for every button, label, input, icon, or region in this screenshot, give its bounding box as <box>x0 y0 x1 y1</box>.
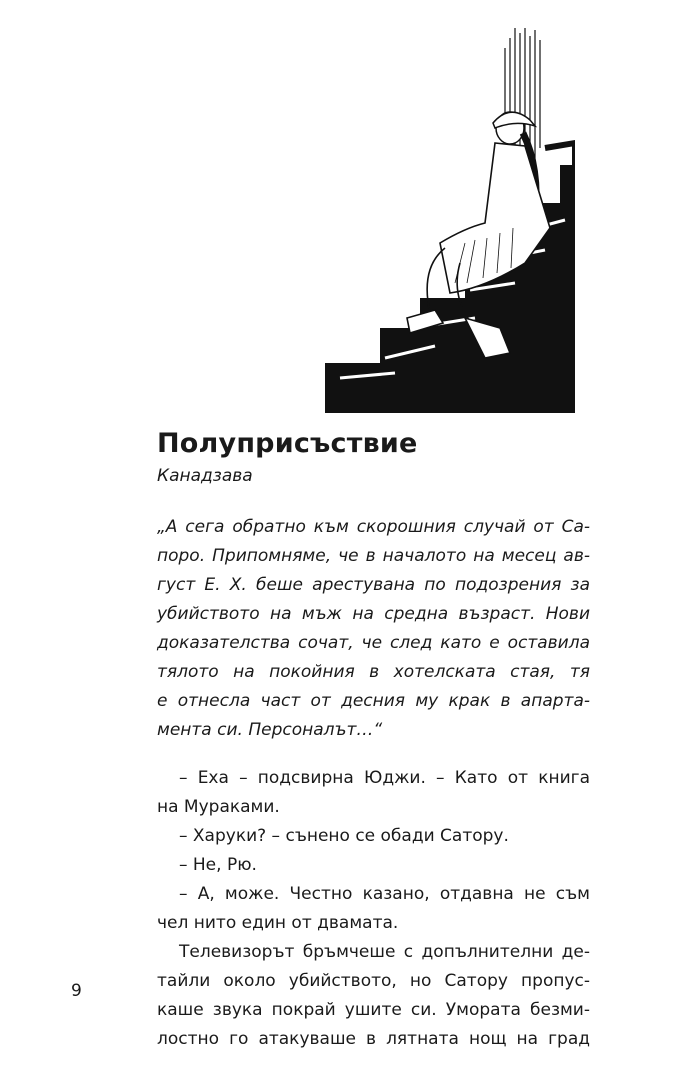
page-number: 9 <box>71 981 82 1001</box>
text-line: густ Е. Х. беше арестувана по подозрения за <box>157 575 590 595</box>
chapter-title: Полуприсъствие <box>157 428 418 459</box>
text-line: е отнесла част от десния му крак в апарта- <box>157 691 590 711</box>
text-line: на Мураками. <box>157 797 280 817</box>
text-line: – Еха – подсвирна Юджи. – Като от книга <box>179 768 590 788</box>
chapter-subtitle: Канадзава <box>157 466 253 486</box>
illustration-girl-on-stairs <box>325 28 575 413</box>
text-line: – Не, Рю. <box>179 855 257 875</box>
text-line: тайли около убийството, но Сатору пропус- <box>157 971 590 991</box>
text-line: чел нито един от двамата. <box>157 913 399 933</box>
text-line: тялото на покойния в хотелската стая, тя <box>157 662 590 682</box>
text-line: – Харуки? – сънено се обади Сатору. <box>179 826 509 846</box>
text-line: Телевизорът бръмчеше с допълнителни де- <box>179 942 590 962</box>
text-line: убийството на мъж на средна възраст. Нови <box>157 604 590 624</box>
text-line: поро. Припомняме, че в началото на месец ав- <box>157 546 590 566</box>
text-line: „А сега обратно към скорошния случай от Са- <box>157 517 590 537</box>
text-line: – А, може. Честно казано, отдавна не съм <box>179 884 590 904</box>
news-quote <box>157 513 590 745</box>
dialogue <box>157 764 590 1054</box>
text-line: доказателства сочат, че след като е оставила <box>157 633 590 653</box>
text-line: мента си. Персоналът…“ <box>157 720 383 740</box>
text-line: каше звука покрай ушите си. Умората безми- <box>157 1000 590 1020</box>
text-line: лостно го атакуваше в лятната нощ на град <box>157 1029 590 1049</box>
